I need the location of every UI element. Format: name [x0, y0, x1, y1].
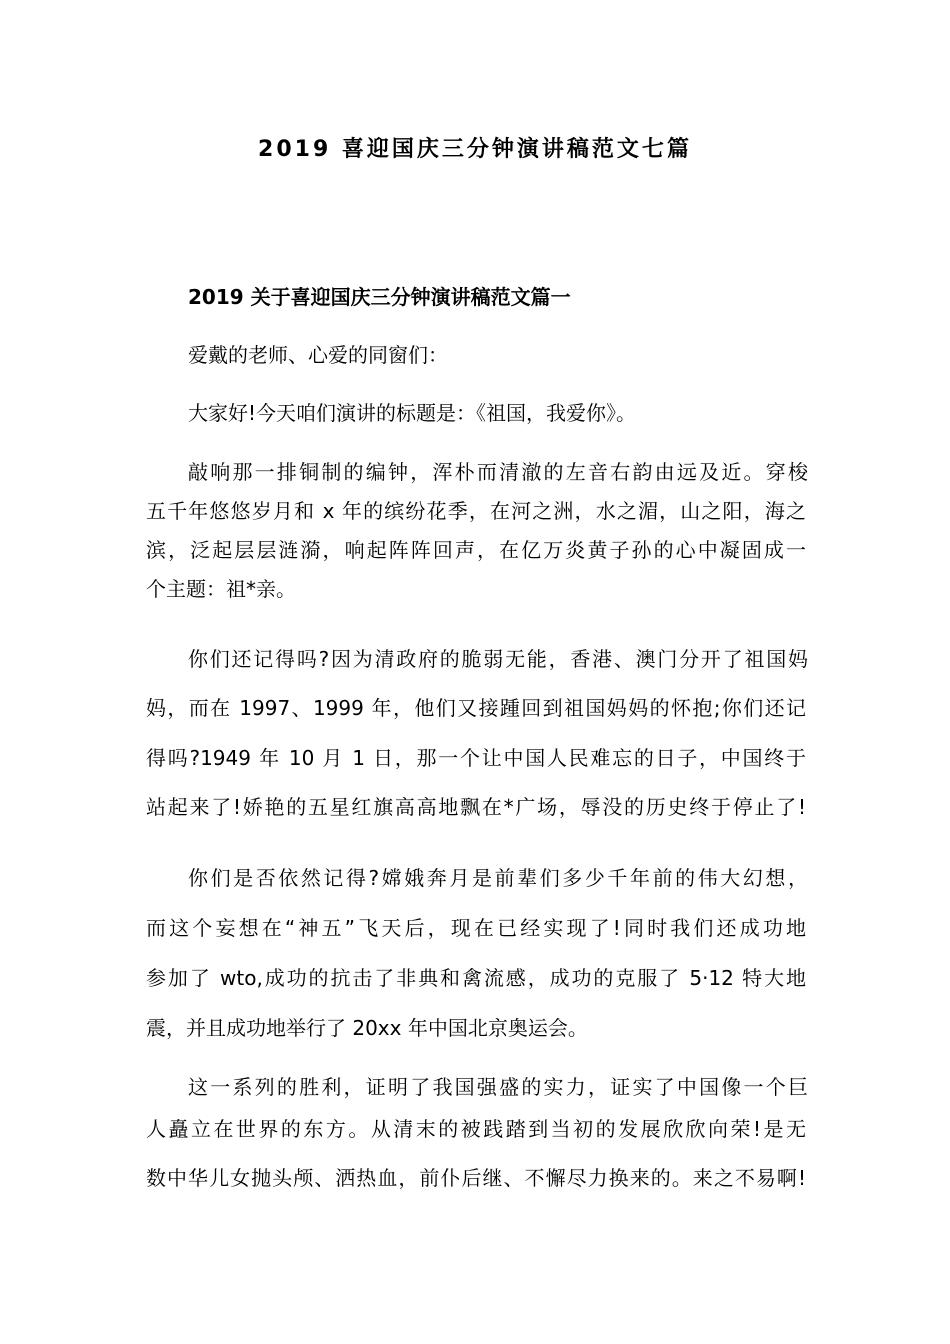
paragraph-1-line-4: 个主题：祖*亲。 — [146, 577, 296, 601]
paragraph-2-line-2: 妈，而在 1997、1999 年，他们又接踵回到祖国妈妈的怀抱;你们还记 — [146, 696, 806, 720]
paragraph-2-line-4: 站起来了!娇艳的五星红旗高高地飘在*广场，辱没的历史终于停止了! — [146, 795, 806, 819]
paragraph-1-line-1: 敲响那一排铜制的编钟，浑朴而清澈的左音右韵由远及近。穿梭 — [188, 460, 808, 484]
paragraph-3-line-3: 参加了 wto,成功的抗击了非典和禽流感，成功的克服了 5·12 特大地 — [146, 966, 806, 990]
paragraph-4-line-2: 人矗立在世界的东方。从清末的被践踏到当初的发展欣欣向荣!是无 — [146, 1117, 806, 1141]
paragraph-4-line-1: 这一系列的胜利，证明了我国强盛的实力，证实了中国像一个巨 — [188, 1075, 808, 1099]
paragraph-3-line-1: 你们是否依然记得?嫦娥奔月是前辈们多少千年前的伟大幻想， — [188, 866, 808, 890]
paragraph-2-line-3: 得吗?1949 年 10 月 1 日，那一个让中国人民难忘的日子，中国终于 — [146, 746, 806, 770]
paragraph-4-line-3: 数中华儿女抛头颅、洒热血，前仆后继、不懈尽力换来的。来之不易啊! — [146, 1166, 806, 1190]
opening-line: 大家好!今天咱们演讲的标题是：《祖国，我爱你》。 — [188, 401, 637, 425]
paragraph-1-line-2: 五千年悠悠岁月和 x 年的缤纷花季，在河之洲，水之湄，山之阳，海之 — [146, 499, 806, 523]
greeting-line: 爱戴的老师、心爱的同窗们： — [188, 343, 448, 367]
section-heading: 2019 关于喜迎国庆三分钟演讲稿范文篇一 — [188, 285, 571, 309]
document-title: 2019 喜迎国庆三分钟演讲稿范文七篇 — [258, 137, 692, 162]
paragraph-3-line-2: 而这个妄想在“神五”飞天后，现在已经实现了!同时我们还成功地 — [146, 916, 806, 940]
paragraph-1-line-3: 滨，泛起层层涟漪，响起阵阵回声，在亿万炎黄子孙的心中凝固成一 — [146, 538, 806, 562]
paragraph-2-line-1: 你们还记得吗?因为清政府的脆弱无能，香港、澳门分开了祖国妈 — [188, 647, 808, 671]
paragraph-3-line-4: 震，并且成功地举行了 20xx 年中国北京奥运会。 — [146, 1016, 588, 1040]
